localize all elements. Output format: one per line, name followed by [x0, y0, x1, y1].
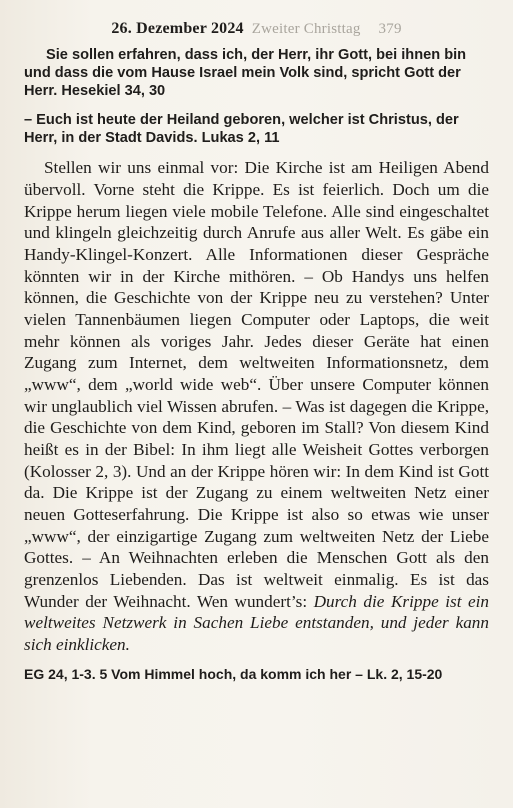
page-number: 379: [378, 21, 402, 37]
verse-lukas: – Euch ist heute der Heiland geboren, welcher ist Christus, der Herr, in der Stadt Davids. Lukas 2, 11: [24, 111, 459, 146]
sunday-name: Zweiter Christtag: [251, 21, 361, 37]
page-date: 26. Dezember 2024: [111, 20, 244, 37]
meditation-text: [24, 157, 489, 655]
meditation-italic-conclusion: Durch die Krippe ist ein weltweites Netzwerk in Sachen Liebe entstanden, und jeder kann sich einklicken.: [24, 591, 489, 654]
hymn-reference: EG 24, 1-3. 5 Vom Himmel hoch, da komm ich her – Lk. 2, 15-20: [24, 665, 443, 682]
meditation-main: Stellen wir uns einmal vor: Die Kirche ist am Heiligen Abend übervoll. Vorne steht die Krippe. Es ist feierlich. Doch um die Krippe herum liegen viele mobile Telefone. Alle sind eingeschaltet und klingeln gleichzeitig durch Anrufe aus aller Welt. Es gäbe ein Handy-Klingel-Konzert. Alle Informationen dieser Gespräche könnten wir in der Kirche mithören. – Ob Handys uns helfen können, die Geschichte von der Krippe neu zu verstehen? Unter vielen Tannenbäumen liegen Computer oder Laptops, die weit mehr können als voriges Jahr. Jedes dieser Geräte hat einen Zugang zum Internet, dem weltweiten Informationsnetz, dem „www“, dem „world wide web“. Über unsere Computer können wir unglaublich viel Wissen abrufen. – Was ist dagegen die Krippe, die Geschichte von dem Kind, geboren im Stall? Von diesem Kind heißt es in der Bibel: In ihm liegt alle Weisheit Gottes verborgen (Kolosser 2, 3). Und an der Krippe hören wir: In dem Kind ist Gott da. Die Krippe ist der Zugang zu einem weltweiten Netz einer neuen Gotteserfahrung. Die Krippe ist also so etwas wie unser „www“, der einzigartige Zugang zum weltweiten Netz der Liebe Gottes. – An Weihnachten erleben die Menschen Gott als den grenzenlos Liebenden. Das ist weltweit einmalig. Es ist das Wunder der Weihnacht. Wen wundert’s:: [24, 158, 489, 611]
verse-hesekiel: Sie sollen erfahren, dass ich, der Herr, ihr Gott, bei ihnen bin und dass die vom Hause Israel mein Volk sind, spricht Gott der Herr. Hesekiel 34, 30: [24, 47, 467, 100]
page-header: [24, 20, 489, 38]
